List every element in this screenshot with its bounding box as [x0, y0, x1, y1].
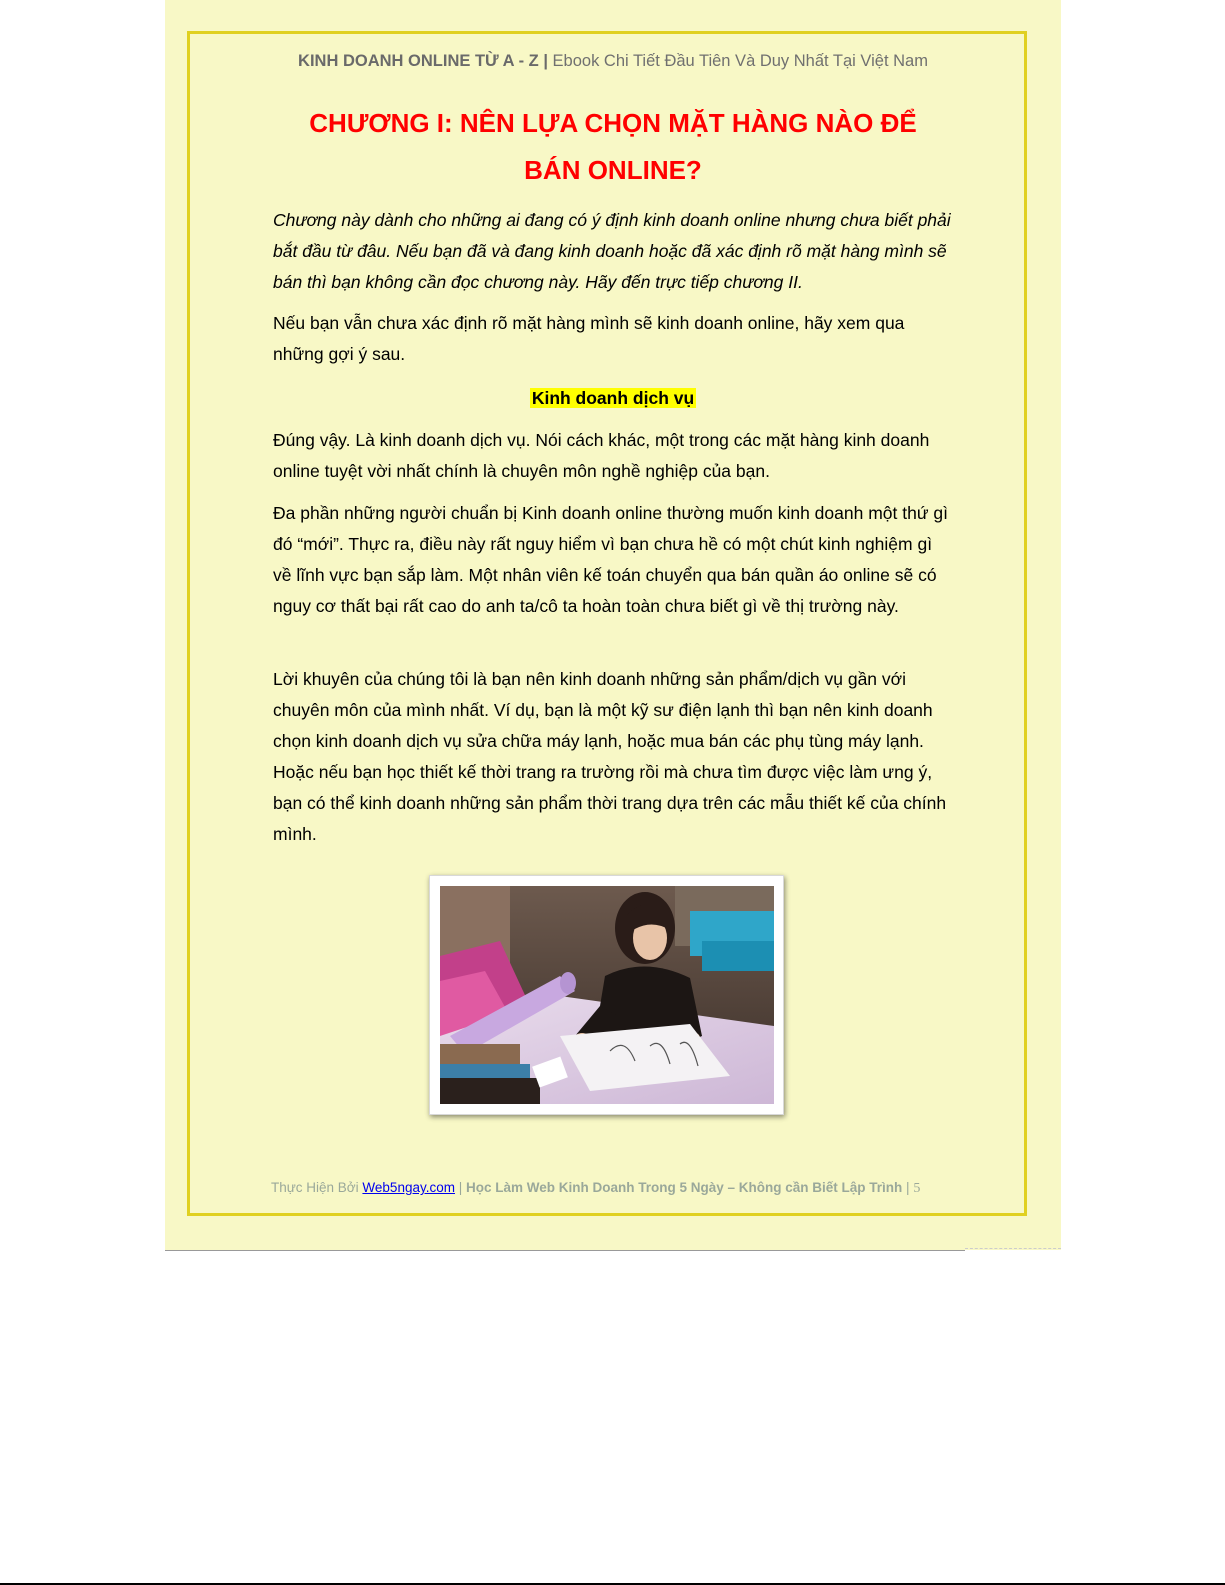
- paragraph-4: Lời khuyên của chúng tôi là bạn nên kinh doanh những sản phẩm/dịch vụ gần với chuyên môn của mình nhất. Ví dụ, bạn là một kỹ sư điện lạnh thì bạn nên kinh doanh chọn kinh doanh dịch vụ sửa chữa máy lạnh, hoặc mua bán các phụ tùng máy lạnh. Hoặc nếu bạn học thiết kế thời trang ra trường rồi mà chưa tìm được việc làm ưng ý, bạn có thể kinh doanh những sản phẩm thời trang dựa trên các mẫu thiết kế của chính mình.: [273, 669, 947, 844]
- footer-prefix: Thực Hiện Bởi: [271, 1180, 363, 1195]
- paragraph-2: Đúng vậy. Là kinh doanh dịch vụ. Nói cách khác, một trong các mặt hàng kinh doanh online tuyệt vời nhất chính là chuyên môn nghề nghiệp của bạn.: [273, 430, 930, 481]
- paragraph-3: Đa phần những người chuẩn bị Kinh doanh online thường muốn kinh doanh một thứ gì đó “mới”. Thực ra, điều này rất nguy hiểm vì bạn chưa hề có một chút kinh nghiệm gì về lĩnh vực bạn sắp làm. Một nhân viên kế toán chuyển qua bán quần áo online sẽ có nguy cơ thất bại rất cao do anh ta/cô ta hoàn toàn chưa biết gì về thị trường này.: [273, 503, 948, 616]
- paragraph-1: Nếu bạn vẫn chưa xác định rõ mặt hàng mình sẽ kinh doanh online, hãy xem qua những gợi ý sau.: [273, 313, 905, 364]
- chapter-title-line-2: BÁN ONLINE?: [524, 155, 702, 185]
- header-brand: KINH DOANH ONLINE TỪ A - Z: [298, 52, 539, 70]
- page-bottom-rule-marks: [965, 1248, 1061, 1253]
- footer-website-link[interactable]: Web5ngay.com: [362, 1180, 455, 1195]
- section-heading-text: Kinh doanh dịch vụ: [531, 388, 695, 408]
- footer-separator-2: |: [902, 1180, 914, 1195]
- photo-frame: [429, 875, 784, 1115]
- document-page: [165, 0, 1061, 1250]
- footer-separator-1: |: [454, 1180, 466, 1195]
- designer-photo-illustration: [440, 886, 774, 1104]
- chapter-title: [205, 100, 1021, 194]
- header-tagline: Ebook Chi Tiết Đầu Tiên Và Duy Nhất Tại Việt Nam: [552, 52, 928, 70]
- section-heading: [165, 384, 1061, 412]
- running-header: [165, 52, 1061, 71]
- header-separator: |: [543, 52, 548, 70]
- page-bottom-rule: [165, 1250, 965, 1251]
- footer-tagline: Học Làm Web Kinh Doanh Trong 5 Ngày – Không cần Biết Lập Trình: [466, 1180, 903, 1195]
- page-footer: [271, 1180, 920, 1197]
- page-number: 5: [913, 1181, 921, 1196]
- chapter-title-line-1: CHƯƠNG I: NÊN LỰA CHỌN MẶT HÀNG NÀO ĐỂ: [309, 108, 917, 138]
- designer-photo: [440, 886, 774, 1104]
- intro-paragraph: Chương này dành cho những ai đang có ý định kinh doanh online nhưng chưa biết phải bắt đầu từ đâu. Nếu bạn đã và đang kinh doanh hoặc đã xác định rõ mặt hàng mình sẽ bán thì bạn không cần đọc chương này. Hãy đến trực tiếp chương II.: [273, 210, 951, 292]
